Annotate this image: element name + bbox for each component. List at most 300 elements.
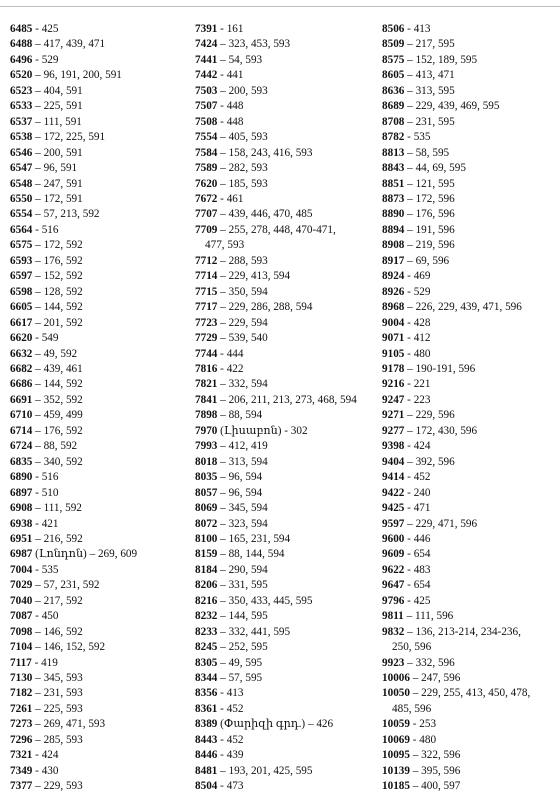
index-entry bbox=[10, 547, 190, 562]
index-entry bbox=[382, 331, 558, 346]
entry-number: 9923 bbox=[382, 656, 405, 669]
entry-pages: – 229, 413, 594 bbox=[217, 270, 291, 283]
entry-number: 8069 bbox=[195, 502, 218, 515]
entry-pages: - 448 bbox=[217, 115, 244, 128]
entry-pages: - 483 bbox=[404, 563, 431, 576]
entry-pages: - 452 bbox=[217, 702, 244, 715]
entry-pages: – 58, 595 bbox=[404, 146, 450, 159]
index-entry bbox=[382, 285, 558, 300]
entry-pages: – 206, 211, 213, 273, 468, 594 bbox=[217, 393, 357, 406]
index-entry bbox=[382, 455, 558, 470]
index-entry bbox=[195, 764, 377, 779]
entry-pages: – 152, 592 bbox=[32, 270, 83, 283]
entry-number: 8782 bbox=[382, 131, 405, 144]
entry-pages: – 288, 593 bbox=[217, 254, 268, 267]
entry-pages: – 165, 231, 594 bbox=[217, 532, 291, 545]
index-entry bbox=[195, 316, 377, 331]
entry-number: 8100 bbox=[195, 532, 218, 545]
entry-pages: – 146, 152, 592 bbox=[32, 641, 106, 654]
entry-pages: – 225, 593 bbox=[32, 702, 83, 715]
index-entry bbox=[10, 656, 190, 671]
entry-number: 9247 bbox=[382, 393, 405, 406]
entry-pages-continued: 477, 593 bbox=[205, 239, 245, 252]
entry-pages: – 226, 229, 439, 471, 596 bbox=[404, 301, 522, 314]
entry-pages: – 345, 594 bbox=[217, 502, 268, 515]
index-entry bbox=[195, 84, 377, 99]
index-entry bbox=[10, 223, 190, 238]
entry-pages: – 345, 593 bbox=[32, 672, 83, 685]
entry-number: 6537 bbox=[10, 115, 33, 128]
entry-number: 7715 bbox=[195, 285, 218, 298]
index-entry bbox=[195, 779, 377, 794]
entry-pages: – 128, 592 bbox=[32, 285, 83, 298]
index-entry bbox=[195, 748, 377, 763]
index-entry bbox=[195, 192, 377, 207]
entry-pages: – 313, 595 bbox=[404, 84, 455, 97]
entry-pages: – 158, 243, 416, 593 bbox=[217, 146, 313, 159]
index-entry bbox=[382, 347, 558, 362]
entry-number: 9277 bbox=[382, 424, 405, 437]
index-entry bbox=[195, 656, 377, 671]
index-entry bbox=[10, 316, 190, 331]
entry-pages: – 121, 595 bbox=[404, 177, 455, 190]
entry-pages: – 57, 213, 592 bbox=[32, 208, 100, 221]
entry-number: 9271 bbox=[382, 409, 405, 422]
index-entry bbox=[195, 470, 377, 485]
entry-number: 6682 bbox=[10, 362, 33, 375]
entry-pages: – 111, 596 bbox=[403, 610, 454, 623]
entry-pages: - 424 bbox=[404, 440, 431, 453]
index-entry bbox=[382, 764, 558, 779]
entry-number: 8072 bbox=[195, 517, 218, 530]
index-entry bbox=[382, 609, 558, 624]
entry-number: 6485 bbox=[10, 23, 33, 35]
entry-pages: – 88, 592 bbox=[32, 440, 78, 453]
entry-number: 8708 bbox=[382, 115, 405, 128]
entry-pages: - 253 bbox=[409, 718, 437, 731]
index-entry bbox=[382, 424, 558, 439]
entry-pages: – 96, 594 bbox=[217, 471, 263, 484]
index-entry bbox=[382, 99, 558, 114]
entry-number: 9600 bbox=[382, 532, 405, 545]
entry-pages: – 322, 596 bbox=[409, 749, 461, 762]
entry-number: 7821 bbox=[195, 378, 218, 391]
entry-number: 7712 bbox=[195, 254, 218, 267]
entry-number: 7554 bbox=[195, 131, 218, 144]
index-entry bbox=[382, 532, 558, 547]
index-entry bbox=[382, 316, 558, 331]
entry-pages: – 392, 596 bbox=[404, 455, 455, 468]
index-entry bbox=[382, 22, 558, 37]
entry-pages: - 425 bbox=[404, 594, 431, 607]
index-entry bbox=[195, 501, 377, 516]
entry-pages: - 452 bbox=[404, 471, 431, 484]
entry-pages: – 193, 201, 425, 595 bbox=[217, 764, 313, 777]
entry-pages: – 247, 596 bbox=[409, 672, 461, 685]
entry-pages: – 412, 419 bbox=[217, 440, 268, 453]
entry-number: 7507 bbox=[195, 100, 218, 113]
entry-number: 7584 bbox=[195, 146, 218, 159]
entry-number: 7349 bbox=[10, 764, 33, 777]
index-entry bbox=[195, 331, 377, 346]
index-entry bbox=[195, 439, 377, 454]
entry-number: 8873 bbox=[382, 192, 405, 205]
index-entry bbox=[195, 671, 377, 686]
index-entry bbox=[382, 254, 558, 269]
entry-pages: – 229, 255, 413, 450, 478, bbox=[409, 687, 531, 700]
entry-number: 7744 bbox=[195, 347, 218, 360]
entry-pages: – 172, 591 bbox=[32, 192, 83, 205]
entry-number: 9832 bbox=[382, 625, 405, 638]
index-entry bbox=[10, 177, 190, 192]
entry-pages: - 480 bbox=[409, 733, 437, 746]
entry-pages: - 473 bbox=[217, 780, 244, 793]
index-entry bbox=[10, 37, 190, 52]
entry-pages: – 225, 591 bbox=[32, 100, 83, 113]
entry-pages: (Լիսաբոն) - 302 bbox=[217, 424, 308, 437]
entry-pages: – 216, 592 bbox=[32, 532, 83, 545]
entry-pages: – 96, 591 bbox=[32, 162, 78, 175]
entry-pages: - 510 bbox=[32, 486, 59, 499]
entry-number: 8443 bbox=[195, 733, 218, 746]
entry-number: 8917 bbox=[382, 254, 405, 267]
index-entry bbox=[195, 223, 377, 254]
entry-pages: - 516 bbox=[32, 223, 59, 236]
entry-number: 10139 bbox=[382, 764, 410, 777]
entry-number: 6691 bbox=[10, 393, 33, 406]
index-entry bbox=[10, 764, 190, 779]
entry-pages: - 424 bbox=[32, 749, 59, 762]
index-entry bbox=[382, 53, 558, 68]
entry-number: 6523 bbox=[10, 84, 33, 97]
index-entry bbox=[195, 22, 377, 37]
entry-pages: – 49, 595 bbox=[217, 656, 263, 669]
entry-number: 6548 bbox=[10, 177, 33, 190]
entry-number: 7377 bbox=[10, 780, 33, 793]
index-entry bbox=[10, 671, 190, 686]
index-entry bbox=[382, 84, 558, 99]
index-entry bbox=[195, 408, 377, 423]
entry-pages: – 439, 461 bbox=[32, 362, 83, 375]
entry-number: 6897 bbox=[10, 486, 33, 499]
index-entry bbox=[195, 130, 377, 145]
entry-pages: - 469 bbox=[404, 270, 431, 283]
index-entry bbox=[382, 269, 558, 284]
index-entry bbox=[10, 238, 190, 253]
entry-number: 6724 bbox=[10, 440, 33, 453]
index-entry bbox=[10, 68, 190, 83]
entry-number: 8968 bbox=[382, 301, 405, 314]
entry-pages: (Լոնդոն) – 269, 609 bbox=[32, 548, 138, 561]
entry-pages: - 471 bbox=[404, 502, 431, 515]
entry-pages: – 313, 594 bbox=[217, 455, 268, 468]
entry-number: 7424 bbox=[195, 38, 218, 51]
index-entry bbox=[195, 517, 377, 532]
index-entry bbox=[382, 161, 558, 176]
entry-pages: - 448 bbox=[217, 100, 244, 113]
entry-number: 7709 bbox=[195, 223, 218, 236]
entry-number: 7589 bbox=[195, 162, 218, 175]
entry-number: 8575 bbox=[382, 53, 405, 66]
entry-number: 8159 bbox=[195, 548, 218, 561]
entry-pages: - 412 bbox=[404, 332, 431, 345]
index-entry bbox=[382, 625, 558, 656]
entry-number: 9178 bbox=[382, 362, 405, 375]
entry-pages: – 229, 439, 469, 595 bbox=[404, 100, 500, 113]
index-entry bbox=[10, 269, 190, 284]
index-entry bbox=[10, 501, 190, 516]
entry-number: 7273 bbox=[10, 718, 33, 731]
entry-pages: - 461 bbox=[217, 192, 244, 205]
entry-number: 7391 bbox=[195, 23, 218, 35]
entry-number: 9216 bbox=[382, 378, 405, 391]
entry-number: 6496 bbox=[10, 53, 33, 66]
entry-pages: - 444 bbox=[217, 347, 244, 360]
index-entry bbox=[382, 578, 558, 593]
index-entry bbox=[382, 362, 558, 377]
entry-number: 7620 bbox=[195, 177, 218, 190]
entry-number: 7714 bbox=[195, 270, 218, 283]
entry-pages: – 201, 592 bbox=[32, 316, 83, 329]
index-entry bbox=[382, 486, 558, 501]
index-entry bbox=[10, 517, 190, 532]
index-entry bbox=[10, 470, 190, 485]
index-entry bbox=[195, 640, 377, 655]
entry-number: 8926 bbox=[382, 285, 405, 298]
index-entry bbox=[382, 223, 558, 238]
index-entry bbox=[10, 625, 190, 640]
entry-pages: - 419 bbox=[31, 656, 58, 669]
entry-pages: – 229, 286, 288, 594 bbox=[217, 301, 313, 314]
entry-number: 6632 bbox=[10, 347, 33, 360]
entry-number: 7503 bbox=[195, 84, 218, 97]
index-entry bbox=[10, 686, 190, 701]
index-entry bbox=[10, 130, 190, 145]
index-entry bbox=[382, 207, 558, 222]
entry-pages: – 331, 595 bbox=[217, 579, 268, 592]
index-entry bbox=[195, 532, 377, 547]
entry-pages: – 290, 594 bbox=[217, 563, 268, 576]
entry-pages: – 405, 593 bbox=[217, 131, 268, 144]
entry-number: 8356 bbox=[195, 687, 218, 700]
entry-number: 7672 bbox=[195, 192, 218, 205]
entry-number: 8232 bbox=[195, 610, 218, 623]
entry-number: 7261 bbox=[10, 702, 33, 715]
index-entry bbox=[10, 748, 190, 763]
index-entry bbox=[195, 717, 377, 732]
entry-pages: – 255, 278, 448, 470-471, bbox=[217, 223, 336, 236]
index-entry bbox=[10, 300, 190, 315]
index-entry bbox=[195, 37, 377, 52]
entry-number: 9425 bbox=[382, 502, 405, 515]
entry-number: 9105 bbox=[382, 347, 405, 360]
entry-pages-continued: 250, 596 bbox=[392, 641, 432, 654]
entry-pages: – 229, 596 bbox=[404, 409, 455, 422]
entry-number: 10095 bbox=[382, 749, 410, 762]
entry-pages: - 221 bbox=[404, 378, 431, 391]
entry-number: 9398 bbox=[382, 440, 405, 453]
entry-pages: – 176, 596 bbox=[404, 208, 455, 221]
entry-pages: – 172, 225, 591 bbox=[32, 131, 106, 144]
entry-pages: - 549 bbox=[32, 332, 59, 345]
entry-pages: – 217, 592 bbox=[32, 594, 83, 607]
entry-pages: – 172, 592 bbox=[32, 239, 83, 252]
index-entry bbox=[382, 470, 558, 485]
entry-number: 6714 bbox=[10, 424, 33, 437]
index-entry bbox=[10, 22, 190, 37]
entry-pages: - 529 bbox=[404, 285, 431, 298]
entry-pages: – 229, 594 bbox=[217, 316, 268, 329]
entry-number: 6488 bbox=[10, 38, 33, 51]
entry-pages: – 282, 593 bbox=[217, 162, 268, 175]
entry-pages: – 152, 189, 595 bbox=[404, 53, 478, 66]
index-entry bbox=[382, 300, 558, 315]
entry-number: 6597 bbox=[10, 270, 33, 283]
entry-number: 9647 bbox=[382, 579, 405, 592]
entry-pages: – 200, 591 bbox=[32, 146, 83, 159]
entry-number: 7508 bbox=[195, 115, 218, 128]
entry-number: 9422 bbox=[382, 486, 405, 499]
index-entry bbox=[195, 455, 377, 470]
index-entry bbox=[10, 609, 190, 624]
entry-pages: – 350, 433, 445, 595 bbox=[217, 594, 313, 607]
index-entry bbox=[195, 362, 377, 377]
entry-number: 9811 bbox=[382, 610, 404, 623]
index-entry bbox=[10, 146, 190, 161]
entry-pages: – 350, 594 bbox=[217, 285, 268, 298]
index-entry bbox=[10, 84, 190, 99]
entry-pages: – 96, 191, 200, 591 bbox=[32, 69, 122, 82]
entry-pages: - 430 bbox=[32, 764, 59, 777]
index-entry bbox=[10, 393, 190, 408]
entry-pages: – 146, 592 bbox=[32, 625, 83, 638]
entry-pages: – 88, 594 bbox=[217, 409, 263, 422]
index-entry bbox=[10, 408, 190, 423]
entry-number: 10185 bbox=[382, 780, 410, 793]
index-entry bbox=[10, 192, 190, 207]
index-entry bbox=[10, 717, 190, 732]
index-entry bbox=[10, 594, 190, 609]
index-entry bbox=[382, 686, 558, 717]
entry-pages: – 172, 596 bbox=[404, 192, 455, 205]
index-entry bbox=[382, 717, 558, 732]
index-entry bbox=[382, 656, 558, 671]
index-entry bbox=[195, 424, 377, 439]
entry-pages: – 323, 594 bbox=[217, 517, 268, 530]
index-entry bbox=[382, 547, 558, 562]
entry-pages: – 285, 593 bbox=[32, 733, 83, 746]
entry-pages: – 111, 591 bbox=[32, 115, 82, 128]
entry-number: 7040 bbox=[10, 594, 33, 607]
entry-pages: – 144, 592 bbox=[32, 301, 83, 314]
entry-pages: - 535 bbox=[404, 131, 431, 144]
entry-number: 8504 bbox=[195, 780, 218, 793]
entry-pages: – 332, 441, 595 bbox=[217, 625, 291, 638]
entry-number: 9609 bbox=[382, 548, 405, 561]
index-entry bbox=[10, 285, 190, 300]
entry-number: 8245 bbox=[195, 641, 218, 654]
entry-number: 8509 bbox=[382, 38, 405, 51]
entry-pages: – 144, 592 bbox=[32, 378, 83, 391]
index-entry bbox=[195, 347, 377, 362]
index-entry bbox=[195, 578, 377, 593]
index-entry bbox=[195, 702, 377, 717]
index-entry bbox=[10, 347, 190, 362]
entry-pages-continued: 485, 596 bbox=[392, 702, 432, 715]
index-entry bbox=[10, 424, 190, 439]
index-entry bbox=[382, 671, 558, 686]
entry-number: 6686 bbox=[10, 378, 33, 391]
entry-pages: – 54, 593 bbox=[217, 53, 263, 66]
index-entry bbox=[10, 455, 190, 470]
entry-number: 7104 bbox=[10, 641, 33, 654]
entry-number: 8344 bbox=[195, 672, 218, 685]
entry-pages: – 332, 596 bbox=[404, 656, 455, 669]
entry-number: 7296 bbox=[10, 733, 33, 746]
top-rule bbox=[0, 6, 560, 7]
entry-number: 8605 bbox=[382, 69, 405, 82]
entry-pages: – 252, 595 bbox=[217, 641, 268, 654]
index-entry bbox=[382, 779, 558, 794]
index-entry bbox=[10, 733, 190, 748]
entry-number: 7087 bbox=[10, 610, 33, 623]
index-entry bbox=[382, 439, 558, 454]
entry-pages: – 136, 213-214, 234-236, bbox=[404, 625, 521, 638]
entry-pages: - 421 bbox=[32, 517, 59, 530]
entry-number: 6547 bbox=[10, 162, 33, 175]
index-entry bbox=[10, 377, 190, 392]
entry-pages: – 176, 592 bbox=[32, 254, 83, 267]
entry-number: 8908 bbox=[382, 239, 405, 252]
entry-pages: - 425 bbox=[32, 23, 59, 35]
index-entry bbox=[195, 733, 377, 748]
entry-pages: - 446 bbox=[404, 532, 431, 545]
entry-number: 10006 bbox=[382, 672, 410, 685]
entry-pages: - 441 bbox=[217, 69, 244, 82]
entry-pages: – 219, 596 bbox=[404, 239, 455, 252]
index-entry bbox=[382, 393, 558, 408]
entry-number: 7841 bbox=[195, 393, 218, 406]
entry-pages: - 654 bbox=[404, 548, 431, 561]
entry-pages: – 44, 69, 595 bbox=[404, 162, 466, 175]
entry-number: 6520 bbox=[10, 69, 33, 82]
index-entry bbox=[195, 625, 377, 640]
entry-number: 6564 bbox=[10, 223, 33, 236]
index-entry bbox=[10, 362, 190, 377]
entry-number: 6533 bbox=[10, 100, 33, 113]
entry-number: 8481 bbox=[195, 764, 218, 777]
entry-pages: – 229, 593 bbox=[32, 780, 83, 793]
entry-pages: – 111, 592 bbox=[32, 502, 82, 515]
index-entry bbox=[382, 115, 558, 130]
entry-number: 8389 bbox=[195, 718, 218, 731]
index-column-2 bbox=[195, 22, 377, 795]
index-entry bbox=[382, 177, 558, 192]
entry-number: 6710 bbox=[10, 409, 33, 422]
index-entry bbox=[195, 563, 377, 578]
entry-pages: – 323, 453, 593 bbox=[217, 38, 291, 51]
entry-number: 8018 bbox=[195, 455, 218, 468]
index-entry bbox=[10, 532, 190, 547]
entry-pages: – 340, 592 bbox=[32, 455, 83, 468]
entry-pages: - 240 bbox=[404, 486, 431, 499]
entry-pages: – 459, 499 bbox=[32, 409, 83, 422]
entry-number: 6598 bbox=[10, 285, 33, 298]
index-entry bbox=[195, 269, 377, 284]
entry-number: 9004 bbox=[382, 316, 405, 329]
index-entry bbox=[195, 99, 377, 114]
entry-number: 7729 bbox=[195, 332, 218, 345]
